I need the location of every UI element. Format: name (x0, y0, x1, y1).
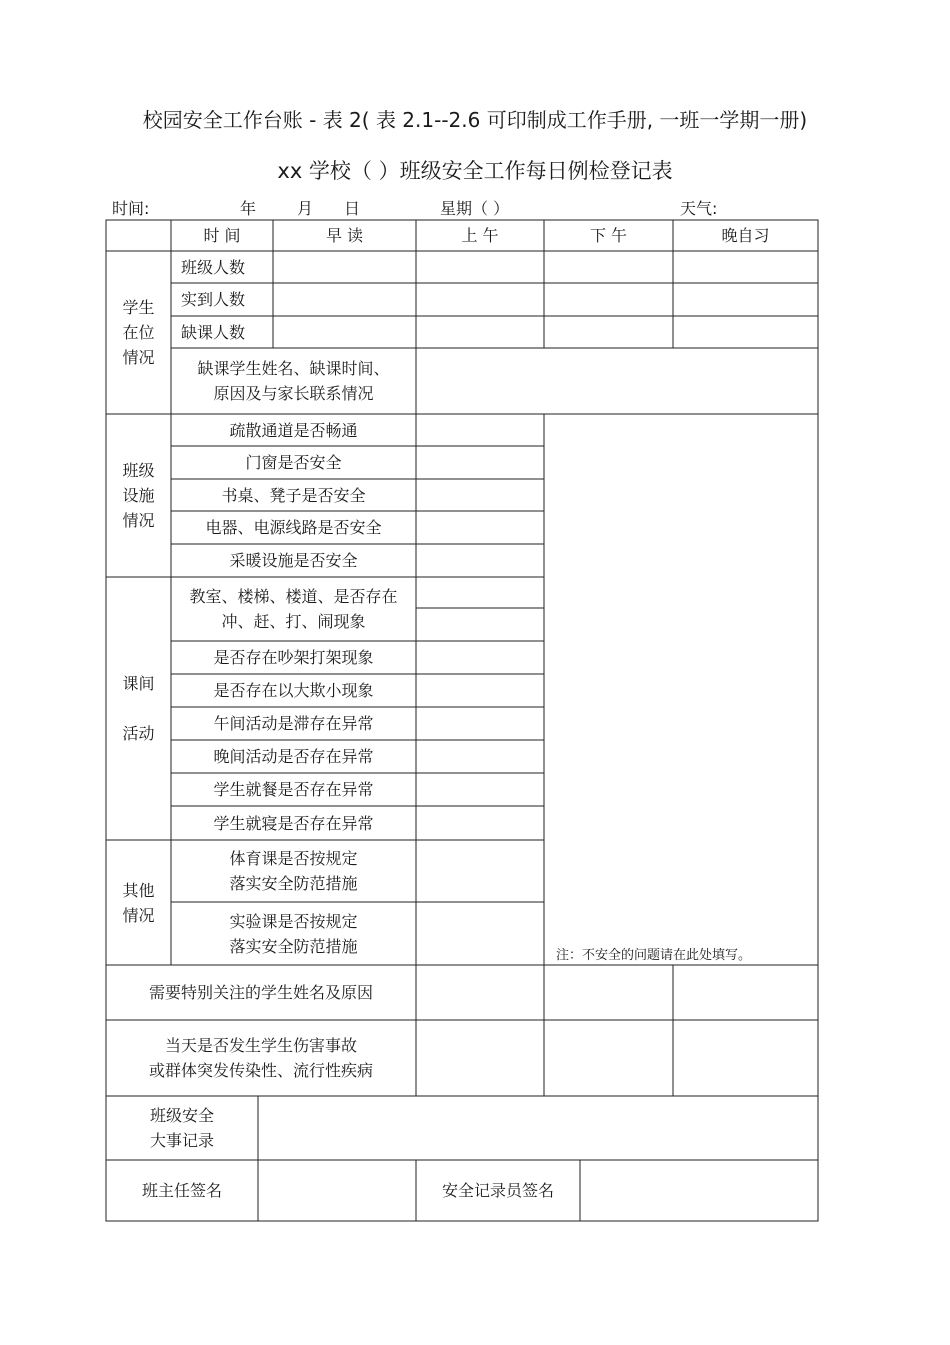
weekday-label: 星期（ ） (440, 199, 510, 218)
form-title: xx 学校（ ）班级安全工作每日例检登记表 (277, 159, 673, 183)
row-electrical-wiring: 电器、电源线路是否安全 (205, 518, 382, 537)
head-teacher-signature-label: 班主任签名 (141, 1181, 222, 1200)
col-header-evening-study: 晚自习 (721, 226, 770, 245)
group-facilities: 班级 设施 情况 (122, 461, 155, 530)
page-title: 校园安全工作台账 - 表 2( 表 2.1--2.6 可印制成工作手册, 一班一学期一册) (142, 108, 808, 132)
time-label: 时间: (112, 199, 150, 218)
group-attendance: 学生 在位 情况 (122, 298, 155, 367)
row-running-fighting: 教室、楼梯、楼道、是否存在 冲、赶、打、闹现象 (189, 587, 398, 631)
row-evacuation-route: 疏散通道是否畅通 (229, 420, 358, 440)
row-evening-activity: 晚间活动是否存在异常 (213, 747, 374, 766)
row-special-attention: 需要特别关注的学生姓名及原因 (148, 983, 373, 1002)
unsafe-issue-note: 注：不安全的问题请在此处填写。 (556, 948, 752, 963)
col-header-time: 时 间 (203, 226, 241, 245)
row-absent-count: 缺课人数 (181, 322, 246, 342)
row-desks-stools: 书桌、凳子是否安全 (221, 485, 366, 505)
row-doors-windows: 门窗是否安全 (245, 453, 342, 472)
row-pe-safety: 体育课是否按规定 落实安全防范措施 (229, 849, 358, 893)
recorder-signature-label: 安全记录员签名 (441, 1181, 554, 1200)
row-quarrels: 是否存在吵架打架现象 (213, 648, 374, 667)
row-class-size: 班级人数 (181, 257, 246, 277)
row-incident: 当天是否发生学生伤害事故 或群体突发传染性、流行性疾病 (148, 1036, 373, 1080)
month-label: 月 (297, 199, 314, 218)
col-header-afternoon: 下 午 (589, 226, 628, 245)
row-absence-details: 缺课学生姓名、缺课时间、 原因及与家长联系情况 (197, 359, 390, 403)
col-header-morning: 上 午 (461, 226, 499, 245)
row-dining: 学生就餐是否存在异常 (213, 780, 374, 799)
weather-label: 天气: (680, 199, 718, 218)
day-label: 日 (344, 199, 361, 218)
row-present-count: 实到人数 (181, 290, 246, 309)
row-lab-safety: 实验课是否按规定 落实安全防范措施 (229, 911, 358, 956)
row-bullying: 是否存在以大欺小现象 (213, 681, 374, 700)
group-other: 其他 情况 (122, 880, 155, 925)
year-label: 年 (240, 199, 257, 218)
row-heating: 采暖设施是否安全 (229, 551, 358, 570)
group-break-activities: 课间 活动 (122, 674, 155, 743)
row-major-events: 班级安全 大事记录 (149, 1106, 214, 1150)
row-noon-activity: 午间活动是滞存在异常 (213, 714, 374, 733)
col-header-morning-reading: 早 读 (325, 226, 364, 245)
row-bedtime: 学生就寝是否存在异常 (213, 813, 374, 833)
